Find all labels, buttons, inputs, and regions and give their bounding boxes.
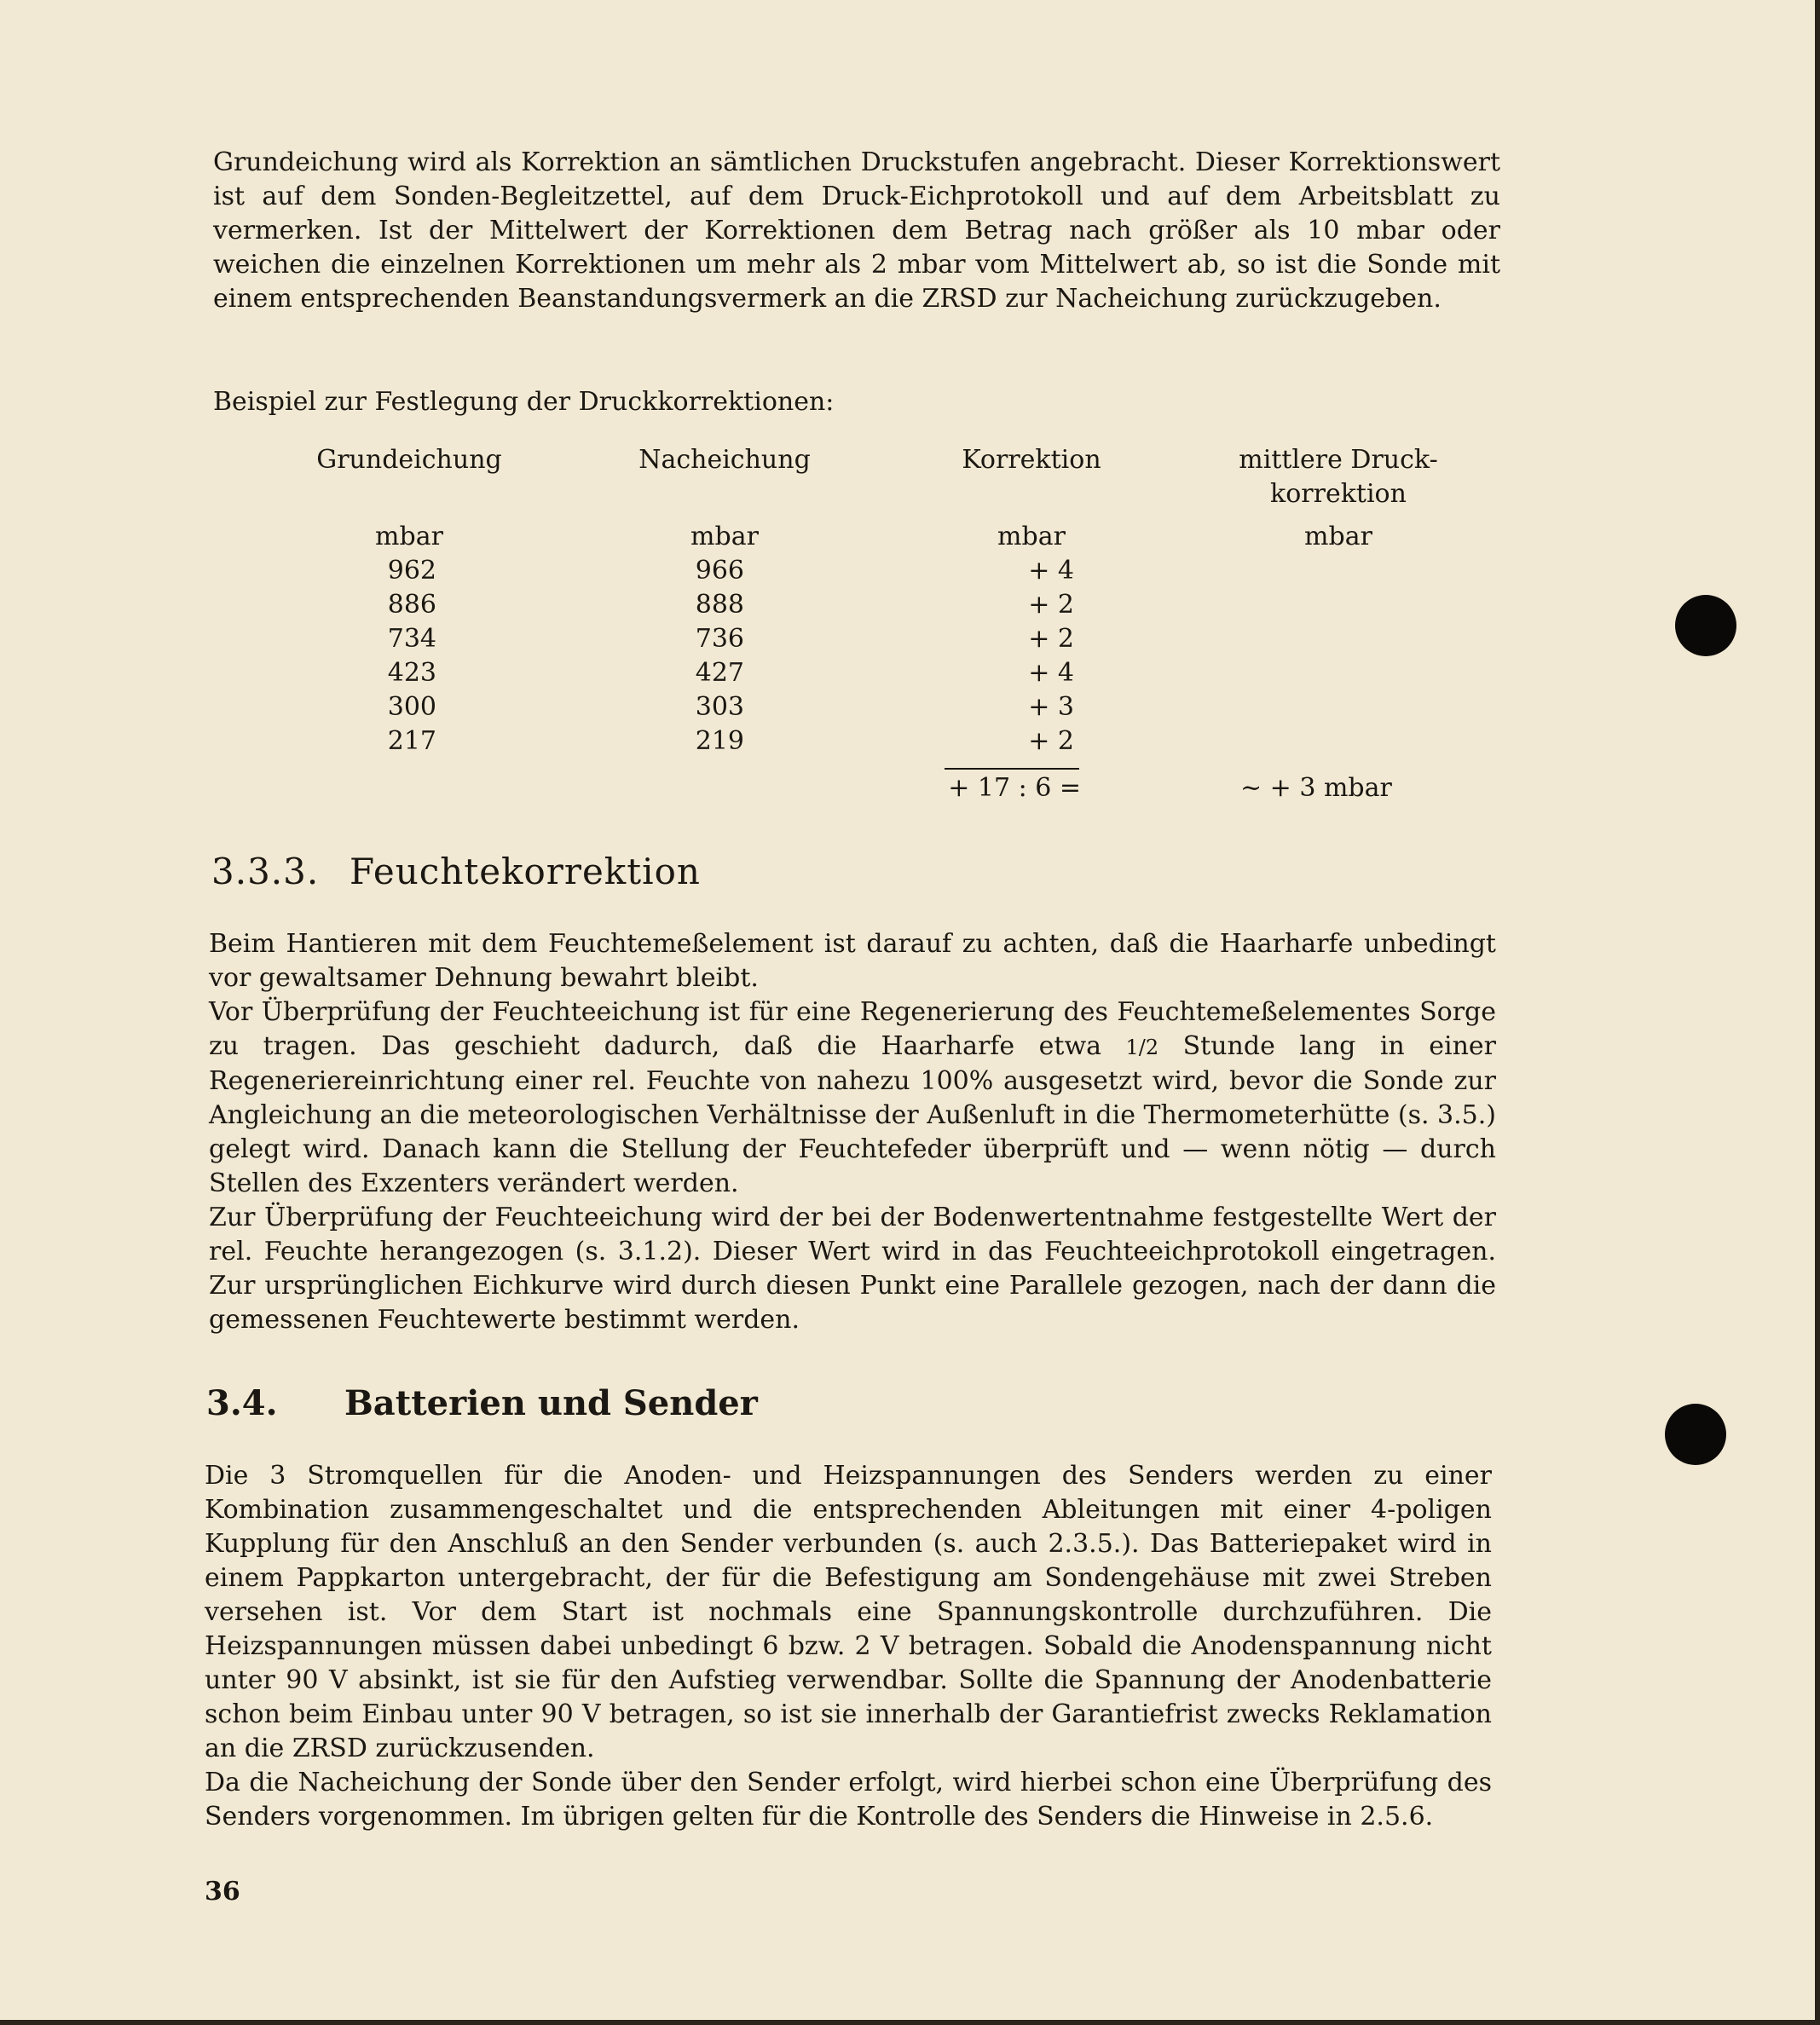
table-cell-grund: 962	[387, 556, 436, 586]
unit-grundeichung: mbar	[375, 522, 443, 551]
heading-number: 3.4.	[206, 1383, 278, 1423]
table-cell-korr: + 3	[1028, 692, 1074, 722]
heading-333	[211, 851, 701, 893]
table-cell-korr: + 4	[1028, 658, 1074, 688]
table-cell-korr: + 2	[1028, 590, 1074, 620]
heading-title: Batterien und Sender	[344, 1383, 758, 1423]
unit-nacheichung: mbar	[690, 522, 759, 551]
punch-hole-top	[1675, 595, 1736, 656]
page-edge-right	[1815, 0, 1820, 2025]
paragraph-2: Da die Nacheichung der Sonde über den Sender erfolgt, wird hierbei schon eine Überprüfung des Senders vorgenommen. Im übrigen gelten für die Kontrolle des Senders die Hinweise in 2.5.6.	[205, 1768, 1492, 1832]
sum-cell: + 17 : 6 =	[948, 773, 1081, 803]
table-cell-nach: 303	[695, 692, 744, 722]
header-nacheichung: Nacheichung	[638, 445, 811, 475]
result-cell: ~ + 3 mbar	[1240, 773, 1392, 803]
table-cell-korr: + 2	[1028, 726, 1074, 756]
unit-mittlere: mbar	[1304, 522, 1372, 551]
table-cell-grund: 423	[387, 658, 436, 688]
table-cell-grund: 734	[387, 624, 436, 654]
section-333-text	[209, 927, 1496, 1337]
punch-hole-bottom	[1665, 1404, 1726, 1465]
section-34-text	[205, 1459, 1492, 1834]
header-korrektion-2: korrektion	[1270, 479, 1407, 509]
table-cell-korr: + 2	[1028, 624, 1074, 654]
table-cell-nach: 427	[695, 658, 744, 688]
table-cell-nach: 736	[695, 624, 744, 654]
section-332-paragraph	[213, 146, 1500, 316]
paragraph-2	[209, 995, 1496, 1201]
header-grundeichung: Grundeichung	[316, 445, 502, 475]
table-cell-grund: 886	[387, 590, 436, 620]
paragraph-2-part-b: Stunde lang in einer Regeneriereinrichtung einer rel. Feuchte von nahezu 100% ausgesetzt wird, bevor die Sonde zur Angleichung an die meteorologischen Verhältnisse der Außenluft in die Thermometerhütte (s. 3.5.) gelegt wird. Danach kann die Stellung der Feuchtefeder überprüft und — wenn nötig — durch Stellen des Exzenters verändert werden.	[209, 1031, 1496, 1198]
fraction: 1/2	[1125, 1036, 1159, 1059]
heading-34	[206, 1382, 758, 1425]
paragraph-3: Zur Überprüfung der Feuchteeichung wird der bei der Bodenwertentnahme festgestellte Wert der rel. Feuchte herangezogen (s. 3.1.2). Dieser Wert wird in das Feuchteeichprotokoll eingetragen. Zur ursprünglichen Eichkurve wird durch diesen Punkt eine Parallele gezogen, nach der dann die gemessenen Feuchtewerte bestimmt werden.	[209, 1203, 1496, 1335]
page-edge-bottom	[0, 2020, 1820, 2025]
paragraph-1: Die 3 Stromquellen für die Anoden- und Heizspannungen des Senders werden zu einer Kombination zusammengeschaltet und die entsprechenden Ableitungen mit einer 4-poligen Kupplung für den Anschluß an den Sender verbunden (s. auch 2.3.5.). Das Batteriepaket wird in einem Pappkarton untergebracht, der für die Befestigung am Sondengehäuse mit zwei Streben versehen ist. Vor dem Start ist nochmals eine Spannungskontrolle durchzuführen. Die Heizspannungen müssen dabei unbedingt 6 bzw. 2 V betragen. Sobald die Anodenspannung nicht unter 90 V absinkt, ist sie für den Aufstieg verwendbar. Sollte die Spannung der Anodenbatterie schon beim Einbau unter 90 V betragen, so ist sie innerhalb der Garantiefrist zwecks Reklamation an die ZRSD zurückzusenden.	[205, 1461, 1492, 1763]
table-cell-nach: 888	[695, 590, 744, 620]
table-cell-grund: 217	[387, 726, 436, 756]
sum-rule	[945, 768, 1079, 770]
table-cell-nach: 966	[695, 556, 744, 586]
unit-korrektion: mbar	[997, 522, 1066, 551]
heading-number: 3.3.3.	[211, 851, 320, 892]
table-cell-grund: 300	[387, 692, 436, 722]
page-number: 36	[205, 1877, 240, 1907]
heading-title: Feuchtekorrektion	[350, 851, 701, 892]
header-mittlere-druck: mittlere Druck-	[1239, 445, 1438, 475]
paragraph-text: Grundeichung wird als Korrektion an sämtlichen Druckstufen angebracht. Dieser Korrektionswert ist auf dem Sonden-Begleitzettel, auf dem Druck-Eichprotokoll und auf dem Arbeitsblatt zu vermerken. Ist der Mittelwert der Korrektionen dem Betrag nach größer als 10 mbar oder weichen die einzelnen Korrektionen um mehr als 2 mbar vom Mittelwert ab, so ist die Sonde mit einem entsprechenden Beanstandungsvermerk an die ZRSD zur Nacheichung zurückzugeben.	[213, 147, 1500, 314]
table-cell-korr: + 4	[1028, 556, 1074, 586]
paragraph-2-part-a: Vor Überprüfung der Feuchteeichung ist für eine Regenerierung des Feuchtemeßelementes Sorge zu tragen. Das geschieht dadurch, daß die Haarharfe etwa	[209, 997, 1496, 1061]
example-intro: Beispiel zur Festlegung der Druckkorrektionen:	[213, 387, 835, 417]
paragraph-1: Beim Hantieren mit dem Feuchtemeßelement ist darauf zu achten, daß die Haarharfe unbedingt vor gewaltsamer Dehnung bewahrt bleibt.	[209, 929, 1496, 993]
table-cell-nach: 219	[695, 726, 744, 756]
header-korrektion: Korrektion	[962, 445, 1101, 475]
